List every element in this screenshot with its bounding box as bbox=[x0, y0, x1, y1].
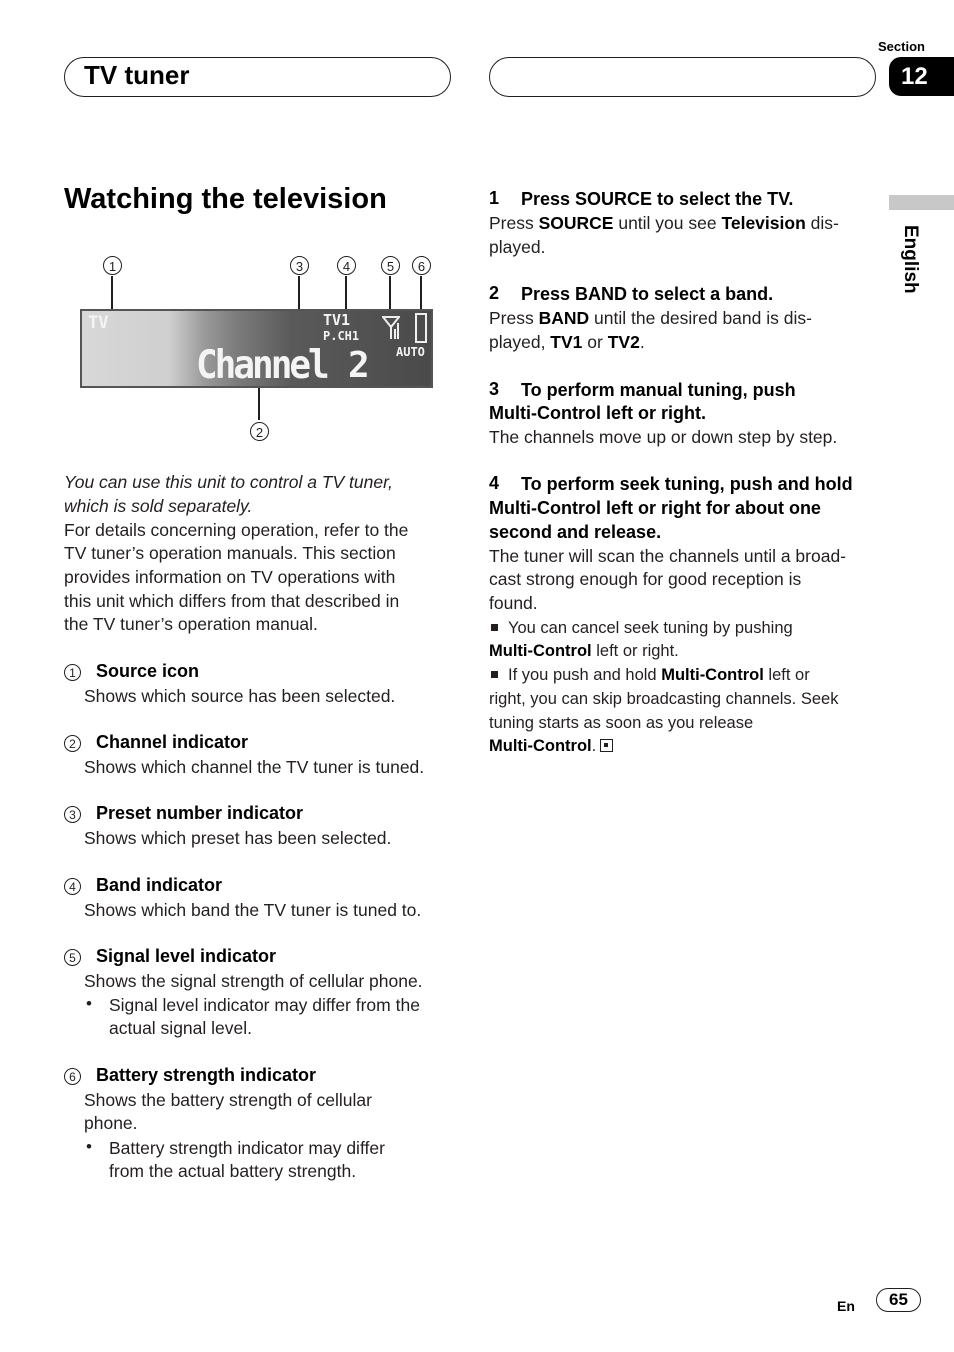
step-1-number: 1 bbox=[489, 188, 500, 208]
item-1-title: Source icon bbox=[96, 661, 200, 681]
step-1-title: Press SOURCE to select the TV. bbox=[521, 189, 794, 209]
step-4-title-line-2: Multi-Control left or right for about one bbox=[489, 498, 821, 518]
tv-display-illustration bbox=[80, 309, 433, 388]
item-6-description-line-1: Shows the battery strength of cellular bbox=[84, 1090, 372, 1110]
note-2-line-1: If you push and hold Multi-Control left or bbox=[489, 664, 810, 688]
callout-line-4 bbox=[345, 276, 347, 311]
step-3-title-line-2: Multi-Control left or right. bbox=[489, 403, 706, 423]
step-4-body-line-2: cast strong enough for good reception is bbox=[489, 569, 802, 589]
callout-6: 6 bbox=[412, 256, 431, 275]
callout-1: 1 bbox=[103, 256, 122, 275]
chapter-title: TV tuner bbox=[84, 60, 190, 90]
item-5-bullet-line-1: Signal level indicator may differ from the bbox=[109, 995, 420, 1015]
note-bullet-icon bbox=[491, 671, 498, 678]
step-2-body-line-2: played, TV1 or TV2. bbox=[489, 332, 645, 352]
step-3-title-line-1: To perform manual tuning, push bbox=[521, 380, 796, 400]
item-5-number: 5 bbox=[64, 949, 81, 966]
step-2-body-line-1: Press BAND until the desired band is dis- bbox=[489, 308, 812, 328]
note-2-line-3: tuning starts as soon as you release bbox=[489, 714, 754, 732]
item-4-description: Shows which band the TV tuner is tuned to. bbox=[84, 900, 422, 920]
item-4-number: 4 bbox=[64, 878, 81, 895]
intro-italic-line-1: You can use this unit to control a TV tuner, bbox=[64, 472, 393, 492]
display-band: TV1 bbox=[323, 311, 351, 329]
callout-3: 3 bbox=[290, 256, 309, 275]
item-5-bullet-line-2: actual signal level. bbox=[109, 1018, 252, 1038]
note-1-line-1: You can cancel seek tuning by pushing bbox=[489, 617, 793, 641]
step-3-number: 3 bbox=[489, 379, 500, 399]
item-6-bullet-line-1: Battery strength indicator may differ bbox=[109, 1138, 385, 1158]
step-2-title: Press BAND to select a band. bbox=[521, 284, 774, 304]
item-2-description: Shows which channel the TV tuner is tuned. bbox=[84, 757, 425, 777]
item-6-title: Battery strength indicator bbox=[96, 1065, 317, 1085]
note-bullet-icon bbox=[491, 624, 498, 631]
item-4-title: Band indicator bbox=[96, 875, 223, 895]
intro-line-3: provides information on TV operations with bbox=[64, 567, 396, 587]
callout-line-5 bbox=[389, 276, 391, 311]
footer-language: En bbox=[837, 1298, 855, 1314]
callout-5: 5 bbox=[381, 256, 400, 275]
display-mode: AUTO bbox=[396, 345, 425, 359]
callout-line-1 bbox=[111, 276, 113, 311]
step-4-body-line-3: found. bbox=[489, 593, 538, 613]
intro-line-5: the TV tuner’s operation manual. bbox=[64, 614, 318, 634]
step-1-body-line-2: played. bbox=[489, 237, 546, 257]
item-2-number: 2 bbox=[64, 735, 81, 752]
section-number-badge: 12 bbox=[889, 57, 954, 96]
item-5-title: Signal level indicator bbox=[96, 946, 277, 966]
intro-line-4: this unit which differs from that described in bbox=[64, 591, 400, 611]
item-5-description: Shows the signal strength of cellular phone. bbox=[84, 971, 423, 991]
step-2-number: 2 bbox=[489, 283, 500, 303]
intro-italic-line-2: which is sold separately. bbox=[64, 496, 253, 516]
step-3-body: The channels move up or down step by step. bbox=[489, 427, 838, 447]
intro-line-1: For details concerning operation, refer to the bbox=[64, 520, 409, 540]
item-3-number: 3 bbox=[64, 806, 81, 823]
callout-line-2 bbox=[258, 386, 260, 420]
section-label: Section bbox=[878, 39, 925, 54]
item-6-number: 6 bbox=[64, 1068, 81, 1085]
language-tab bbox=[889, 195, 954, 210]
callout-2: 2 bbox=[250, 422, 269, 441]
item-3-description: Shows which preset has been selected. bbox=[84, 828, 392, 848]
step-4-title-line-3: second and release. bbox=[489, 522, 662, 542]
note-2-line-2: right, you can skip broadcasting channels. Seek bbox=[489, 690, 839, 708]
item-3-title: Preset number indicator bbox=[96, 803, 304, 823]
display-signal-icon bbox=[382, 315, 400, 341]
step-1-body-line-1: Press SOURCE until you see Television dis- bbox=[489, 213, 839, 233]
note-2-line-4: Multi-Control. bbox=[489, 735, 613, 759]
note-1-line-2: Multi-Control left or right. bbox=[489, 642, 679, 660]
display-channel-number: 2 bbox=[348, 345, 370, 386]
item-6-bullet-line-2: from the actual battery strength. bbox=[109, 1161, 357, 1181]
item-2-title: Channel indicator bbox=[96, 732, 249, 752]
step-4-title-line-1: To perform seek tuning, push and hold bbox=[521, 474, 853, 494]
page-title: Watching the television bbox=[64, 183, 387, 215]
step-4-body-line-1: The tuner will scan the channels until a broad- bbox=[489, 546, 847, 566]
end-of-section-icon bbox=[600, 739, 613, 752]
item-5-bullet-icon: • bbox=[86, 994, 92, 1013]
intro-line-2: TV tuner’s operation manuals. This section bbox=[64, 543, 396, 563]
item-1-description: Shows which source has been selected. bbox=[84, 686, 396, 706]
display-battery-icon bbox=[415, 313, 427, 343]
display-channel-text: Channel bbox=[196, 342, 327, 388]
language-label: English bbox=[900, 225, 921, 294]
display-source-icon: TV bbox=[88, 313, 109, 333]
page-number: 65 bbox=[876, 1288, 921, 1312]
item-1-number: 1 bbox=[64, 664, 81, 681]
step-4-number: 4 bbox=[489, 473, 500, 493]
display-preset: P.CH1 bbox=[323, 329, 360, 343]
header-right-frame bbox=[489, 57, 876, 97]
item-6-description-line-2: phone. bbox=[84, 1113, 138, 1133]
callout-line-6 bbox=[420, 276, 422, 311]
callout-4: 4 bbox=[337, 256, 356, 275]
item-6-bullet-icon: • bbox=[86, 1137, 92, 1156]
